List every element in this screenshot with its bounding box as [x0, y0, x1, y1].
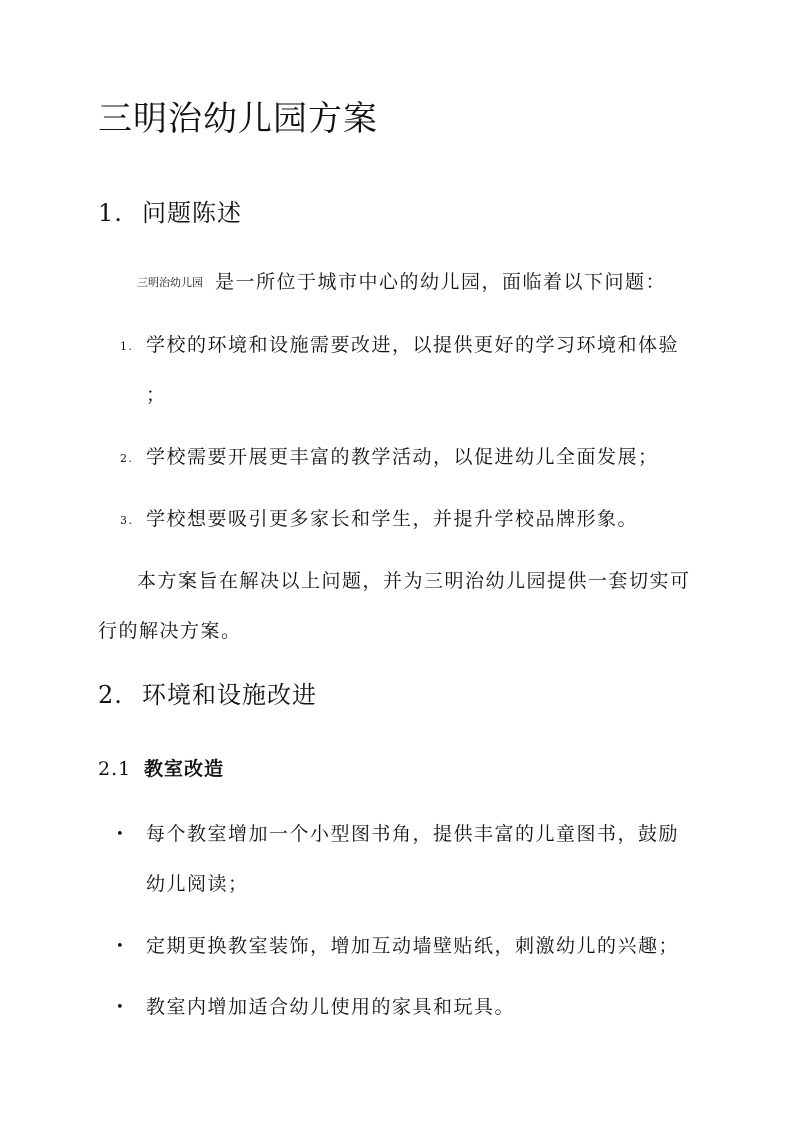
document-title: 三明治幼儿园方案	[98, 99, 378, 139]
section-1-number: 1.	[98, 199, 123, 227]
bullet-item-1	[116, 820, 679, 851]
bullet-item-1-continuation: 幼儿阅读；	[146, 873, 249, 895]
subsection-2-1-title: 教室改造	[144, 758, 225, 780]
intro-school-name: 三明治幼儿园	[137, 276, 203, 289]
section-1-title: 问题陈述	[142, 199, 242, 227]
problem-item-1-number: 1.	[120, 340, 134, 353]
intro-text: 是一所位于城市中心的幼儿园，面临着以下问题：	[215, 271, 667, 293]
bullet-3-text: 教室内增加适合幼儿使用的家具和玩具。	[146, 996, 516, 1018]
problem-item-1	[120, 331, 679, 362]
problem-item-2	[120, 443, 659, 474]
section-2-heading	[98, 678, 317, 712]
section-2-number: 2.	[98, 681, 123, 709]
section-1-heading	[98, 196, 242, 230]
bullet-2-marker: •	[116, 939, 126, 954]
problem-item-3-text: 学校想要吸引更多家长和学生，并提升学校品牌形象。	[146, 508, 639, 530]
subsection-2-1-number: 2.1	[98, 758, 132, 780]
bullet-3-marker: •	[116, 1000, 126, 1015]
bullet-item-2	[116, 932, 679, 963]
summary-line-2: 行的解决方案。	[98, 620, 242, 642]
problem-item-1-text: 学校的环境和设施需要改进，以提供更好的学习环境和体验	[146, 334, 680, 356]
problem-item-3-number: 3.	[120, 514, 134, 527]
bullet-1-marker: •	[116, 827, 126, 842]
problem-item-2-number: 2.	[120, 452, 134, 465]
section-1-intro	[137, 268, 666, 299]
bullet-item-3	[116, 993, 515, 1024]
problem-item-3	[120, 505, 638, 536]
problem-item-1-continuation: ；	[146, 384, 167, 406]
summary-line-1: 本方案旨在解决以上问题，并为三明治幼儿园提供一套切实可	[137, 570, 691, 592]
subsection-2-1-heading	[98, 755, 224, 783]
section-2-title: 环境和设施改进	[142, 681, 317, 709]
bullet-2-text: 定期更换教室装饰，增加互动墙壁贴纸，刺激幼儿的兴趣；	[146, 935, 680, 957]
problem-item-2-text: 学校需要开展更丰富的教学活动，以促进幼儿全面发展；	[146, 446, 659, 468]
bullet-1-text: 每个教室增加一个小型图书角，提供丰富的儿童图书，鼓励	[146, 823, 680, 845]
